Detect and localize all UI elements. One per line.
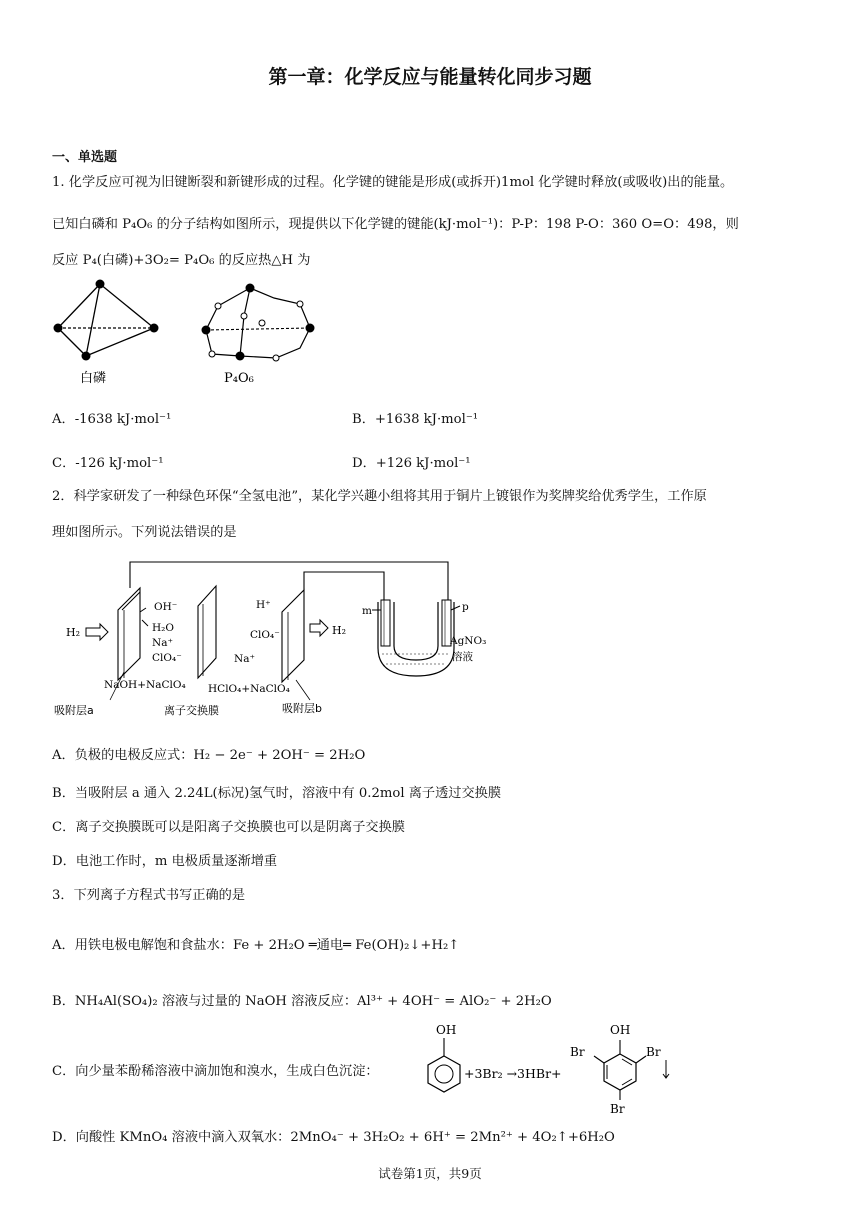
- q1-molecule-figure: [48, 276, 348, 396]
- q1-line2: 已知白磷和 P₄O₆ 的分子结构如图所示，现提供以下化学键的键能(kJ·mol⁻¹)：P-P：198 P-O：360 O=O：498，则: [52, 217, 739, 232]
- adsorb-b-label: 吸附层b: [282, 702, 322, 715]
- p4o6-label: P₄O₆: [224, 371, 254, 386]
- electrode-a: [118, 588, 140, 680]
- q2-line2: 理如图所示。下列说法错误的是: [52, 525, 237, 540]
- h2o-label: H₂O: [152, 622, 174, 634]
- q2-option-b[interactable]: B．当吸附层 a 通入 2.24L(标况)氢气时，溶液中有 0.2mol 离子透过交换膜: [52, 786, 502, 801]
- h2-left-label: H₂: [66, 626, 81, 639]
- q2-line1: 2．科学家研发了一种绿色环保“全氢电池”，某化学兴趣小组将其用于铜片上镀银作为奖牌奖给优秀学生，工作原: [52, 489, 707, 504]
- ion-exchange-membrane: [198, 586, 216, 678]
- tribromophenol-ring: [594, 1040, 646, 1100]
- solution-label: 溶液: [452, 651, 473, 663]
- naoh-label: NaOH+NaClO₄: [104, 679, 186, 691]
- q1-option-b[interactable]: B．+1638 kJ·mol⁻¹: [352, 412, 479, 427]
- oh-label: OH⁻: [154, 601, 178, 613]
- q3-stem: 3．下列离子方程式书写正确的是: [52, 888, 246, 903]
- q3-option-a[interactable]: A．用铁电极电解饱和食盐水：Fe + 2H₂O ═通电═ Fe(OH)₂↓+H₂↑: [52, 938, 460, 953]
- q1-line3: 反应 P₄(白磷)+3O₂= P₄O₆ 的反应热△H 为: [52, 253, 311, 268]
- q2-option-c[interactable]: C．离子交换膜既可以是阳离子交换膜也可以是阴离子交换膜: [52, 820, 405, 835]
- h2-inlet-arrow: [86, 624, 108, 640]
- clo4-left-label: ClO₄⁻: [152, 652, 182, 664]
- clo4-right-label: ClO₄⁻: [250, 629, 280, 641]
- q1-option-c[interactable]: C．-126 kJ·mol⁻¹: [52, 456, 164, 471]
- agno3-label: AgNO₃: [450, 635, 487, 647]
- electroplating-u-tube: [372, 600, 460, 676]
- hclo4-label: HClO₄+NaClO₄: [208, 683, 290, 695]
- br-bottom-label: Br: [610, 1102, 625, 1116]
- page-title: 第一章：化学反应与能量转化同步习题: [268, 66, 592, 88]
- p4o6-structure: [202, 284, 315, 362]
- hplus-label: H⁺: [256, 599, 271, 611]
- h2-right-label: H₂: [332, 624, 347, 637]
- q2-option-a[interactable]: A．负极的电极反应式：H₂ − 2e⁻ + 2OH⁻ = 2H₂O: [52, 748, 366, 763]
- white-phosphorus-label: 白磷: [80, 371, 107, 386]
- phenol-oh-label: OH: [436, 1023, 457, 1037]
- q3-option-c[interactable]: C．向少量苯酚稀溶液中滴加饱和溴水，生成白色沉淀：: [52, 1064, 379, 1079]
- q2-battery-figure: [48, 554, 508, 724]
- section-heading: 一、单选题: [52, 150, 118, 165]
- h2-outlet-arrow: [310, 620, 328, 636]
- br-right-label: Br: [646, 1045, 661, 1059]
- page-footer: 试卷第1页，共9页: [378, 1166, 482, 1181]
- q3-option-b[interactable]: B．NH₄Al(SO₄)₂ 溶液与过量的 NaOH 溶液反应：Al³⁺ + 4OH⁻ = AlO₂⁻ + 2H₂O: [52, 994, 552, 1009]
- tribromophenol-oh-label: OH: [610, 1023, 631, 1037]
- precipitate-arrow-icon: [663, 1060, 669, 1078]
- white-phosphorus-structure: [54, 280, 159, 361]
- phenol-ring: [428, 1038, 460, 1092]
- q1-line1: 1. 化学反应可视为旧键断裂和新键形成的过程。化学键的键能是形成(或拆开)1mol 化学键时释放(或吸收)出的能量。: [52, 175, 734, 190]
- na-left-label: Na⁺: [152, 637, 173, 649]
- q3-phenol-reaction-figure: [420, 1020, 680, 1116]
- q1-option-a[interactable]: A．-1638 kJ·mol⁻¹: [52, 412, 172, 427]
- br-left-label: Br: [570, 1045, 585, 1059]
- q1-option-d[interactable]: D．+126 kJ·mol⁻¹: [352, 456, 471, 471]
- m-electrode-label: m: [362, 605, 372, 617]
- adsorb-a-label: 吸附层a: [54, 704, 94, 717]
- electrode-b: [282, 590, 304, 682]
- p-electrode-label: p: [462, 601, 469, 613]
- q2-option-d[interactable]: D．电池工作时，m 电极质量逐渐增重: [52, 854, 278, 869]
- membrane-label: 离子交换膜: [164, 704, 219, 717]
- q3-option-d[interactable]: D．向酸性 KMnO₄ 溶液中滴入双氧水：2MnO₄⁻ + 3H₂O₂ + 6H⁺ = 2Mn²⁺ + 4O₂↑+6H₂O: [52, 1130, 615, 1145]
- reaction-equation: +3Br₂ →3HBr+: [464, 1066, 562, 1081]
- na-mid-label: Na⁺: [234, 653, 255, 665]
